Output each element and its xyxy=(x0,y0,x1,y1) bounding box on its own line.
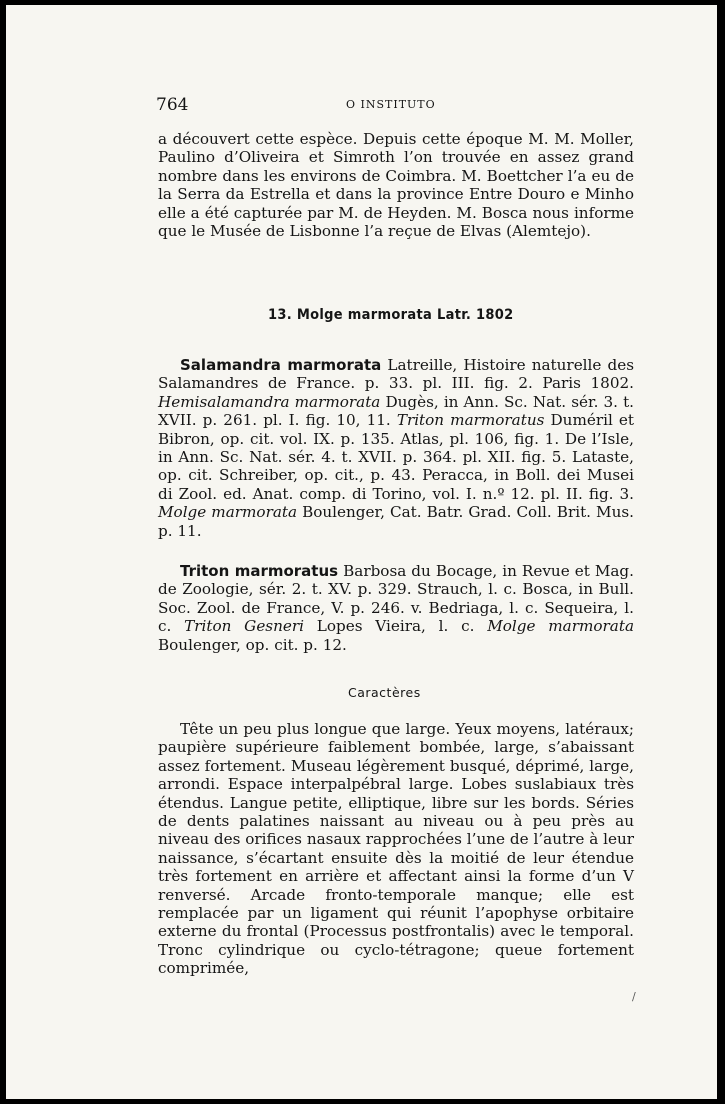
italic-taxon: Molge marmorata xyxy=(487,617,635,636)
italic-taxon: Triton Gesneri xyxy=(184,617,304,636)
citation-text: Latreille, Histoire naturelle des Salamandres de France. p. 33. pl. III. fig. 2. Paris 1802. xyxy=(158,356,634,393)
section-heading: 13. Molge marmorata Latr. 1802 xyxy=(268,307,514,323)
italic-taxon: Triton marmoratus xyxy=(396,411,545,430)
italic-taxon: Hemisalamandra marmorata xyxy=(158,392,381,411)
running-title: O INSTITUTO xyxy=(346,98,436,111)
citation-text: Boulenger, Cat. Batr. Grad. Coll. Brit. Mus. p. 11. xyxy=(158,503,634,540)
species-name: Triton marmoratus xyxy=(180,562,339,580)
synonymy-paragraph-1 xyxy=(158,356,634,540)
synonymy-paragraph-2 xyxy=(158,562,634,654)
citation-text: Lopes Vieira, l. c. xyxy=(304,617,488,636)
stray-mark: / xyxy=(632,990,636,1003)
citation-text: Duméril et Bibron, op. cit. vol. IX. p. 135. Atlas, pl. 106, fig. 1. De l’Isle, in Ann. Sc. Nat. sér. 4. t. XVII. p. 364. pl. XII. fig. 5. Lataste, op. cit. Schreiber, op. cit., p. 43. Peracca, in Boll. dei Musei di Zool. ed. Anat. comp. di Torino, vol. I. n.º 12. pl. II. fig. 3. xyxy=(158,411,634,503)
document-page xyxy=(6,5,717,1099)
italic-taxon: Molge marmorata xyxy=(158,503,298,522)
caracteres-heading: Caractères xyxy=(348,685,421,700)
citation-text: Dugès, in Ann. Sc. Nat. sér. 3. t. XVII. p. 261. pl. I. fig. 10, 11. xyxy=(158,392,634,430)
citation-text: Boulenger, op. cit. p. 12. xyxy=(158,635,347,654)
species-name: Salamandra marmorata xyxy=(180,356,382,374)
citation-text: Barbosa du Bocage, in Revue et Mag. de Zoologie, sér. 2. t. XV. p. 329. Strauch, l. c. Bosca, in Bull. Soc. Zool. de France, V. p. 246. v. Bedriaga, l. c. Sequeira, l. c. xyxy=(158,562,634,636)
description-paragraph: Tête un peu plus longue que large. Yeux moyens, latéraux; paupière supérieure faiblement bombée, large, s’abaissant assez fortement. Museau légèrement busqué, déprimé, large, arrondi. Espace interpalpébral large. Lobes suslabiaux très étendus. Langue petite, elliptique, libre sur les bords. Séries de dents palatines naissant au niveau ou à peu près au niveau des orifices nasaux rapprochées l’une de l’autre à leur naissance, s’écartant ensuite dès la moitié de leur étendue très fortement en arrière et affectant ainsi la forme d’un V renversé. Arcade fronto-temporale manque; elle est remplacée par un ligament qui réunit l’apophyse orbitaire externe du frontal (Processus postfrontalis) avec le temporal. Tronc cylindrique ou cyclo-tétragone; queue fortement comprimée, xyxy=(158,720,634,978)
page-number: 764 xyxy=(156,95,189,115)
intro-paragraph: a découvert cette espèce. Depuis cette époque M. M. Moller, Paulino d’Oliveira et Simroth l’on trouvée en assez grand nombre dans les environs de Coimbra. M. Boettcher l’a eu de la Serra da Estrella et dans la province Entre Douro e Minho elle a été capturée par M. de Heyden. M. Bosca nous informe que le Musée de Lisbonne l’a reçue de Elvas (Alemtejo). xyxy=(158,130,634,241)
page-header xyxy=(156,95,636,117)
